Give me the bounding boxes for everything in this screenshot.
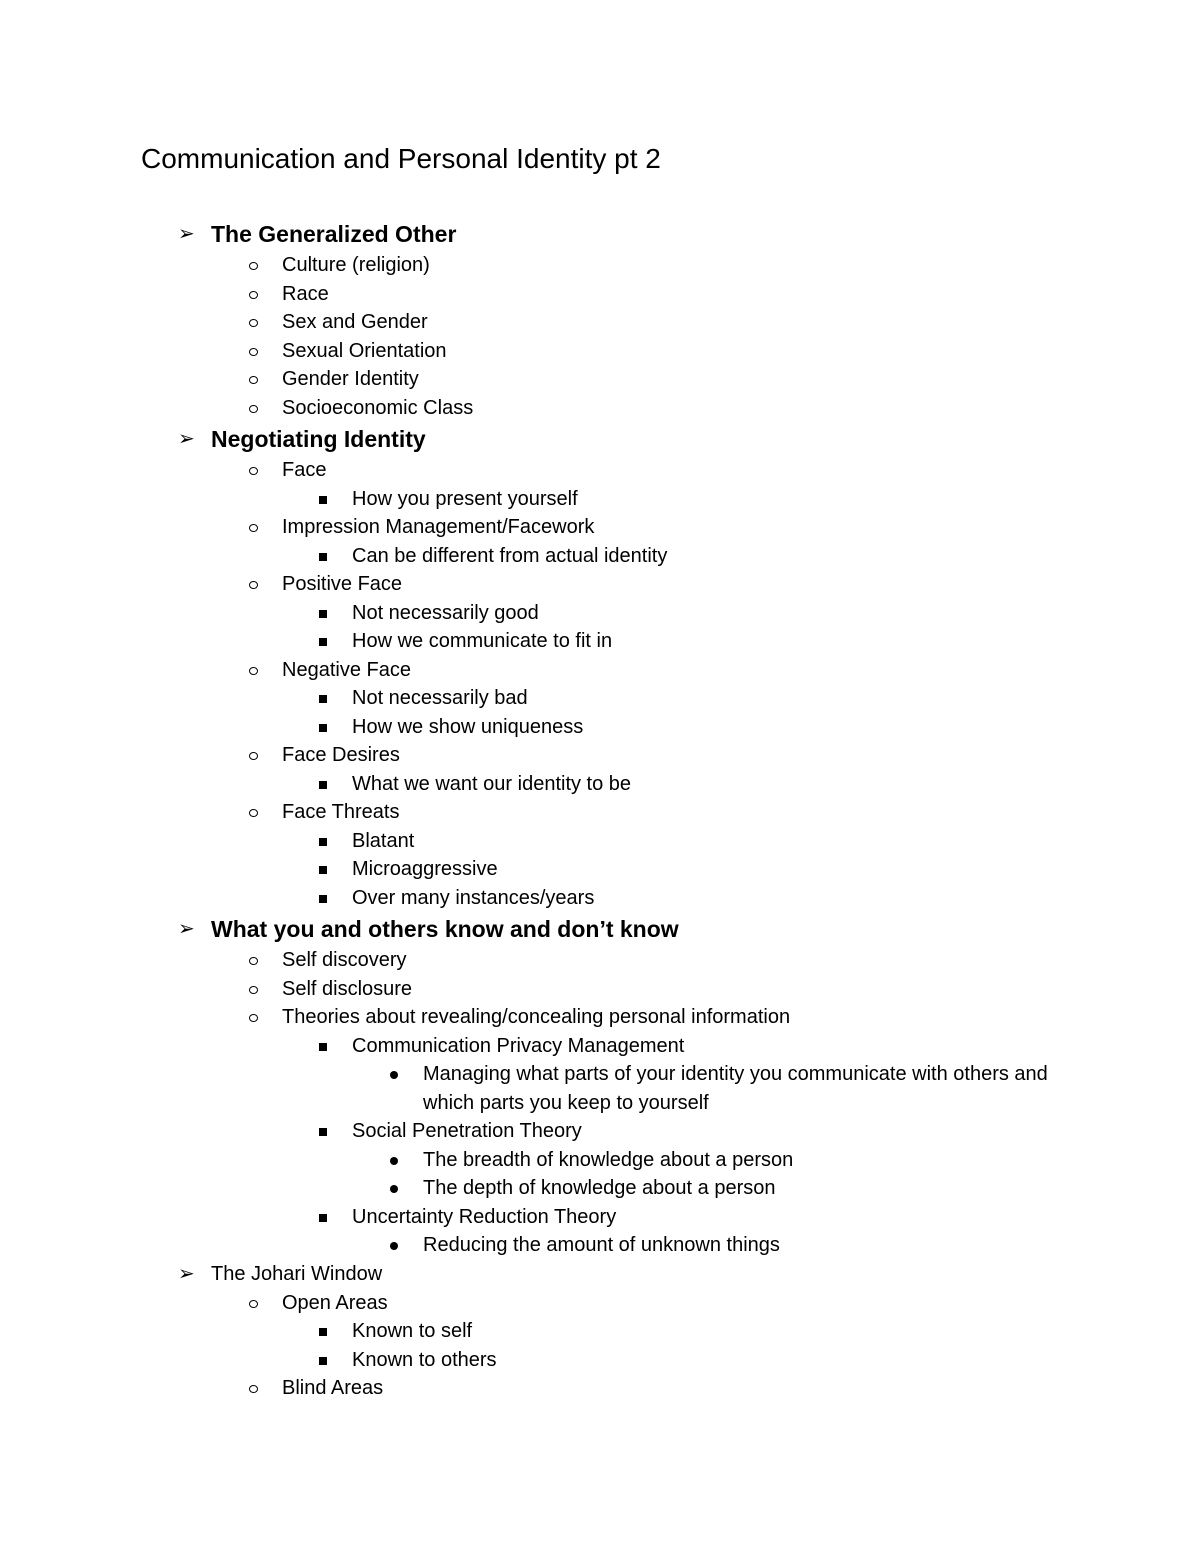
outline-heading (0, 422, 1200, 456)
outline-item (0, 308, 1200, 337)
outline-item (0, 337, 1200, 366)
hollow-circle-bullet-icon (249, 809, 258, 817)
outline-item-text: The depth of knowledge about a person (423, 1177, 776, 1199)
outline-item-text: Impression Management/Facework (282, 516, 595, 538)
outline-heading (0, 912, 1200, 946)
outline-item (0, 1032, 1200, 1061)
arrow-bullet-icon: ➢ (178, 223, 195, 245)
square-bullet-icon (319, 1357, 327, 1365)
hollow-circle-bullet-icon (249, 1014, 258, 1022)
square-bullet-icon (319, 1128, 327, 1136)
outline-item-text: Communication Privacy Management (352, 1034, 685, 1057)
outline-item-text: The Johari Window (211, 1262, 383, 1285)
hollow-circle-bullet-icon (249, 1300, 258, 1308)
outline-item-text: Open Areas (282, 1291, 388, 1314)
outline-item-text: Face (282, 459, 327, 481)
square-bullet-icon (319, 1328, 327, 1336)
outline-item-text: Known to others (352, 1348, 497, 1371)
outline-item-text: Sexual Orientation (282, 339, 447, 362)
outline-item-text: How we communicate to fit in (352, 630, 613, 652)
outline-item-text: Negative Face (282, 658, 411, 681)
outline-item (0, 542, 1200, 571)
outline-item (0, 251, 1200, 280)
square-bullet-icon (319, 838, 327, 846)
outline-item-text: Not necessarily bad (352, 687, 528, 709)
hollow-circle-bullet-icon (249, 752, 258, 760)
outline-item-text: What you and others know and don’t know (211, 916, 679, 942)
outline-item (0, 975, 1200, 1004)
outline-item-text: Theories about revealing/concealing personal information (282, 1006, 791, 1028)
outline-item (0, 1346, 1200, 1375)
hollow-circle-bullet-icon (249, 376, 258, 384)
outline-item (0, 365, 1200, 394)
outline-item-text: Negotiating Identity (211, 426, 426, 452)
square-bullet-icon (319, 638, 327, 646)
outline-item (0, 1060, 1200, 1117)
outline-item-text: Gender Identity (282, 368, 419, 390)
outline-item-text: The breadth of knowledge about a person (423, 1148, 794, 1171)
outline-item-text: Not necessarily good (352, 601, 539, 624)
outline-item (0, 1003, 1200, 1032)
outline-item (0, 513, 1200, 542)
square-bullet-icon (319, 781, 327, 789)
dot-bullet-icon (390, 1185, 398, 1193)
square-bullet-icon (319, 866, 327, 874)
hollow-circle-bullet-icon (249, 319, 258, 327)
outline-item (0, 827, 1200, 856)
hollow-circle-bullet-icon (249, 1385, 258, 1393)
square-bullet-icon (319, 610, 327, 618)
hollow-circle-bullet-icon (249, 262, 258, 270)
outline-item (0, 456, 1200, 485)
outline-item (0, 741, 1200, 770)
outline-item-text: How you present yourself (352, 487, 578, 510)
outline-item (0, 1203, 1200, 1232)
hollow-circle-bullet-icon (249, 467, 258, 475)
outline-item (0, 656, 1200, 685)
outline-item-text: Positive Face (282, 573, 403, 595)
outline-item (0, 1374, 1200, 1403)
arrow-bullet-icon: ➢ (178, 918, 195, 940)
outline-item (0, 280, 1200, 309)
outline-item-text: Self disclosure (282, 977, 413, 1000)
dot-bullet-icon (390, 1157, 398, 1165)
outline-item (0, 570, 1200, 599)
outline-item-text: Social Penetration Theory (352, 1120, 582, 1142)
outline-item-text: What we want our identity to be (352, 772, 632, 795)
hollow-circle-bullet-icon (249, 957, 258, 965)
dot-bullet-icon (390, 1242, 398, 1250)
outline-item-text: Face Threats (282, 801, 400, 823)
outline-item (0, 684, 1200, 713)
outline-item (0, 627, 1200, 656)
outline-item (0, 1231, 1200, 1260)
arrow-bullet-icon: ➢ (178, 428, 195, 450)
outline-item-text: Over many instances/years (352, 886, 595, 909)
hollow-circle-bullet-icon (249, 667, 258, 675)
square-bullet-icon (319, 895, 327, 903)
outline-item-text: Known to self (352, 1320, 473, 1342)
outline-item (0, 770, 1200, 799)
square-bullet-icon (319, 724, 327, 732)
outline-item-text: Race (282, 282, 329, 305)
outline-item-text: Blind Areas (282, 1377, 384, 1399)
square-bullet-icon (319, 553, 327, 561)
outline-item (0, 394, 1200, 423)
outline-item (0, 1146, 1200, 1175)
hollow-circle-bullet-icon (249, 348, 258, 356)
outline-item-text: Blatant (352, 829, 415, 852)
square-bullet-icon (319, 496, 327, 504)
document-title: Communication and Personal Identity pt 2 (141, 143, 661, 174)
dot-bullet-icon (390, 1071, 398, 1079)
outline-item-text: Face Desires (282, 744, 400, 766)
hollow-circle-bullet-icon (249, 405, 258, 413)
outline-item-text: Uncertainty Reduction Theory (352, 1205, 617, 1228)
outline-item-text: Sex and Gender (282, 311, 428, 333)
outline-item (0, 798, 1200, 827)
outline-item (0, 1117, 1200, 1146)
outline-item (0, 1174, 1200, 1203)
outline-item (0, 599, 1200, 628)
outline-item-text: Socioeconomic Class (282, 396, 474, 419)
outline-item (0, 713, 1200, 742)
outline-item (0, 884, 1200, 913)
outline-item-text: Reducing the amount of unknown things (423, 1234, 780, 1256)
square-bullet-icon (319, 695, 327, 703)
outline-item-text: How we show uniqueness (352, 715, 584, 738)
arrow-bullet-icon: ➢ (178, 1262, 195, 1285)
outline-item-text: Managing what parts of your identity you communicate with others and which parts you keep to yourself (423, 1063, 1048, 1114)
outline-item (0, 1289, 1200, 1318)
outline-item-text: Culture (religion) (282, 254, 430, 276)
outline-heading (0, 1260, 1200, 1289)
square-bullet-icon (319, 1214, 327, 1222)
hollow-circle-bullet-icon (249, 581, 258, 589)
outline-item-text: Self discovery (282, 949, 407, 971)
outline-item (0, 855, 1200, 884)
outline-item-text: The Generalized Other (211, 221, 457, 247)
hollow-circle-bullet-icon (249, 986, 258, 994)
outline-item (0, 946, 1200, 975)
outline-list (0, 217, 1200, 1403)
outline-item-text: Microaggressive (352, 858, 498, 880)
outline-heading (0, 217, 1200, 251)
outline-item-text: Can be different from actual identity (352, 544, 668, 567)
outline-item (0, 1317, 1200, 1346)
hollow-circle-bullet-icon (249, 524, 258, 532)
hollow-circle-bullet-icon (249, 291, 258, 299)
square-bullet-icon (319, 1043, 327, 1051)
outline-item (0, 485, 1200, 514)
